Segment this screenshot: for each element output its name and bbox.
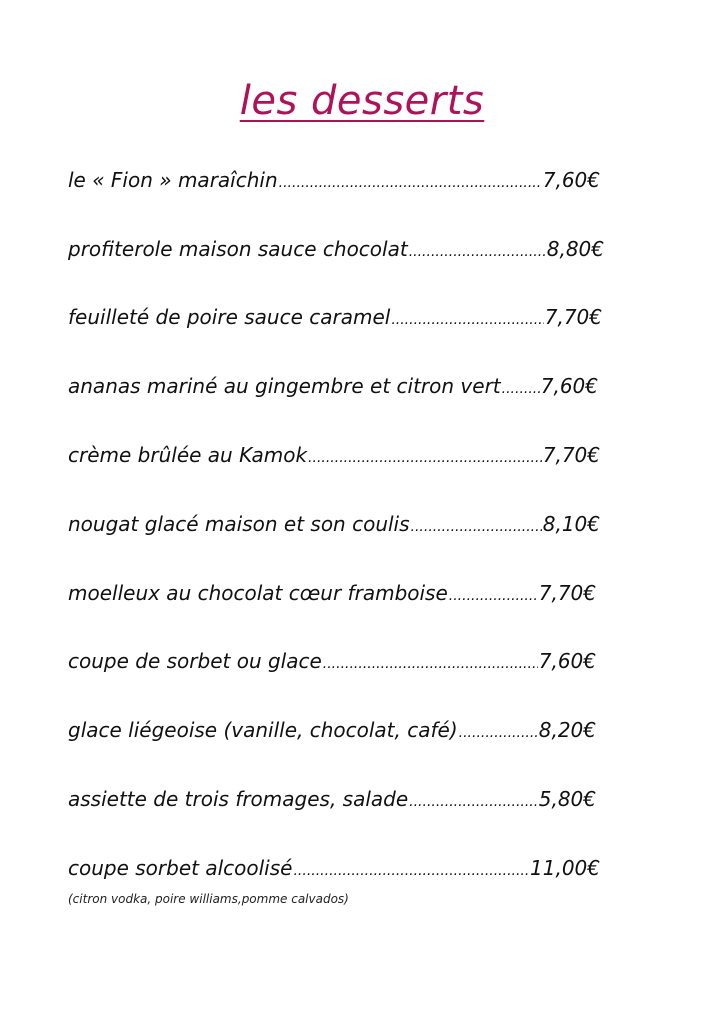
menu-item-name: coupe de sorbet ou glace xyxy=(68,649,322,673)
page-title-text: les desserts xyxy=(239,78,485,124)
menu-item xyxy=(68,443,600,473)
menu-item xyxy=(68,168,600,198)
menu-item-name: profiterole maison sauce chocolat xyxy=(68,237,408,261)
menu-item xyxy=(68,237,604,267)
dot-leader xyxy=(409,244,546,260)
menu-item-price: 7,70€ xyxy=(538,581,596,605)
dot-leader xyxy=(502,381,540,397)
menu-item xyxy=(68,305,602,335)
menu-item xyxy=(68,787,596,817)
menu-item-name: assiette de trois fromages, salade xyxy=(68,787,409,811)
menu-item-note: (citron vodka, poire williams,pomme calvados) xyxy=(68,892,349,906)
dot-leader xyxy=(449,588,538,604)
menu-item-price: 7,60€ xyxy=(538,649,596,673)
menu-item-name: moelleux au chocolat cœur framboise xyxy=(68,581,448,605)
dot-leader xyxy=(323,656,538,672)
page-title xyxy=(0,78,724,124)
dot-leader xyxy=(411,519,542,535)
menu-item-name: nougat glacé maison et son coulis xyxy=(68,512,410,536)
menu-item xyxy=(68,512,600,542)
menu-item-price: 7,60€ xyxy=(542,168,600,192)
menu-item-price: 8,20€ xyxy=(538,718,596,742)
menu-item xyxy=(68,856,600,886)
menu-item xyxy=(68,649,596,679)
dot-leader xyxy=(293,863,529,879)
menu-item-price: 7,70€ xyxy=(544,305,602,329)
menu-item-name: feuilleté de poire sauce caramel xyxy=(68,305,391,329)
menu-item-price: 8,80€ xyxy=(546,237,604,261)
dot-leader xyxy=(409,794,538,810)
menu-item xyxy=(68,581,596,611)
menu-item-name: glace liégeoise (vanille, chocolat, café) xyxy=(68,718,458,742)
dot-leader xyxy=(279,175,542,191)
menu-item-price: 8,10€ xyxy=(542,512,600,536)
menu-item-name: ananas mariné au gingembre et citron vert xyxy=(68,374,501,398)
dot-leader xyxy=(391,312,543,328)
menu-item-price: 7,70€ xyxy=(542,443,600,467)
dot-leader xyxy=(459,725,538,741)
menu-item-name: crème brûlée au Kamok xyxy=(68,443,308,467)
menu-item-price: 5,80€ xyxy=(538,787,596,811)
dot-leader xyxy=(308,450,542,466)
menu-item xyxy=(68,718,596,748)
menu-item xyxy=(68,374,598,404)
menu-item-price: 11,00€ xyxy=(530,856,600,880)
menu-item-price: 7,60€ xyxy=(540,374,598,398)
menu-item-name: coupe sorbet alcoolisé xyxy=(68,856,293,880)
menu-item-name: le « Fion » maraîchin xyxy=(68,168,278,192)
